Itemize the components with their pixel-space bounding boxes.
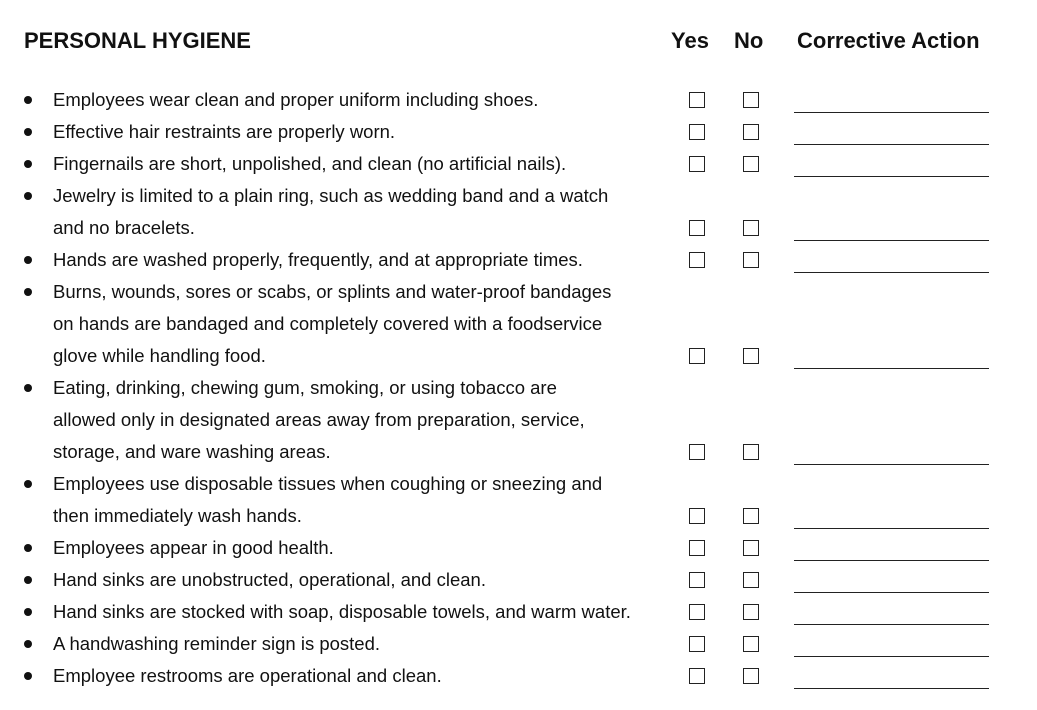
yes-checkbox[interactable] [689,604,705,620]
checklist-item [0,628,1037,660]
corrective-action-field[interactable] [794,688,989,689]
no-checkbox[interactable] [743,604,759,620]
checklist-item [0,276,1037,372]
checklist-item [0,532,1037,564]
corrective-action-field[interactable] [794,656,989,657]
yes-checkbox[interactable] [689,92,705,108]
item-text: Effective hair restraints are properly worn. [53,121,396,142]
checklist-item [0,660,1037,692]
no-checkbox[interactable] [743,508,759,524]
bullet-icon [24,192,32,200]
no-checkbox[interactable] [743,220,759,236]
yes-checkbox[interactable] [689,508,705,524]
no-checkbox[interactable] [743,156,759,172]
item-text: Jewelry is limited to a plain ring, such as wedding band and a watch and no bracelets. [53,185,609,238]
corrective-action-field[interactable] [794,560,989,561]
item-text: Hand sinks are stocked with soap, disposable towels, and warm water. [53,601,631,622]
no-checkbox[interactable] [743,668,759,684]
corrective-action-field[interactable] [794,144,989,145]
checklist-items [0,84,1037,692]
yes-checkbox[interactable] [689,668,705,684]
corrective-action-field[interactable] [794,592,989,593]
checklist-item [0,596,1037,628]
item-text: Employees appear in good health. [53,537,334,558]
no-checkbox[interactable] [743,540,759,556]
corrective-action-field[interactable] [794,240,989,241]
corrective-action-field[interactable] [794,464,989,465]
yes-checkbox[interactable] [689,156,705,172]
column-header-no: No [734,28,764,53]
yes-checkbox[interactable] [689,252,705,268]
yes-checkbox[interactable] [689,636,705,652]
yes-checkbox[interactable] [689,572,705,588]
no-checkbox[interactable] [743,636,759,652]
checklist-item [0,564,1037,596]
checklist-item [0,84,1037,116]
yes-checkbox[interactable] [689,348,705,364]
corrective-action-field[interactable] [794,112,989,113]
item-text: Employees use disposable tissues when coughing or sneezing and then immediately wash hands. [53,473,603,526]
checklist-item [0,180,1037,244]
checklist-item [0,372,1037,468]
no-checkbox[interactable] [743,444,759,460]
yes-checkbox[interactable] [689,540,705,556]
corrective-action-field[interactable] [794,528,989,529]
bullet-icon [24,480,32,488]
column-header-corrective-action: Corrective Action [797,28,980,53]
corrective-action-field[interactable] [794,368,989,369]
section-title: PERSONAL HYGIENE [24,28,251,53]
no-checkbox[interactable] [743,348,759,364]
corrective-action-field[interactable] [794,176,989,177]
item-text: A handwashing reminder sign is posted. [53,633,381,654]
checklist-item [0,468,1037,532]
checklist-item [0,116,1037,148]
item-text: Burns, wounds, sores or scabs, or splints and water-proof bandages on hands are bandaged and completely covered with a foodservice glove while handling food. [53,281,612,366]
checklist-header [0,28,1037,58]
corrective-action-field[interactable] [794,272,989,273]
yes-checkbox[interactable] [689,220,705,236]
no-checkbox[interactable] [743,92,759,108]
item-text: Eating, drinking, chewing gum, smoking, or using tobacco are allowed only in designated areas away from preparation, service, storage, and ware washing areas. [53,377,585,462]
no-checkbox[interactable] [743,572,759,588]
item-text: Employees wear clean and proper uniform including shoes. [53,89,539,110]
item-text: Hands are washed properly, frequently, and at appropriate times. [53,249,583,270]
checklist-item [0,244,1037,276]
yes-checkbox[interactable] [689,124,705,140]
bullet-icon [24,384,32,392]
bullet-icon [24,288,32,296]
yes-checkbox[interactable] [689,444,705,460]
item-text: Fingernails are short, unpolished, and clean (no artificial nails). [53,153,567,174]
corrective-action-field[interactable] [794,624,989,625]
column-header-yes: Yes [671,28,709,53]
no-checkbox[interactable] [743,252,759,268]
item-text: Hand sinks are unobstructed, operational, and clean. [53,569,486,590]
no-checkbox[interactable] [743,124,759,140]
item-text: Employee restrooms are operational and clean. [53,665,442,686]
checklist-item [0,148,1037,180]
